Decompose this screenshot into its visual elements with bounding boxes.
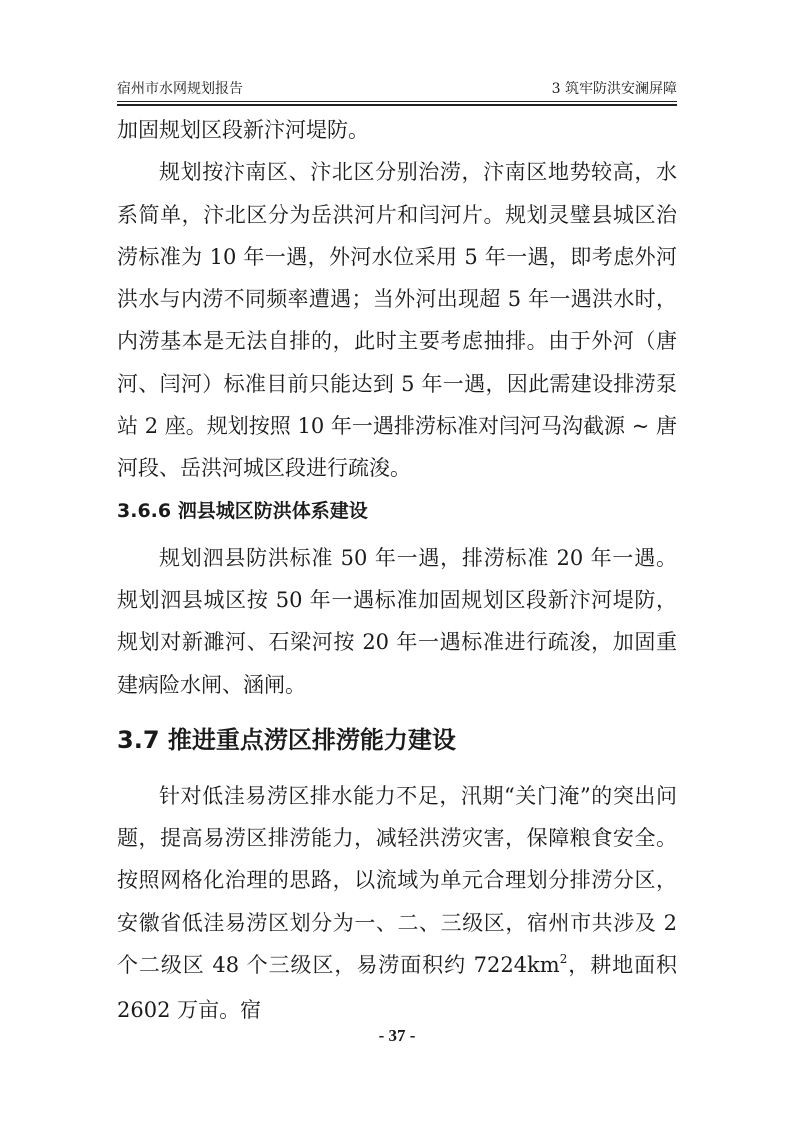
paragraph-sixian-flood-control: 规划泗县防洪标准 50 年一遇，排涝标准 20 年一遇。规划泗县城区按 50 年一遇标准加固规划区段新汴河堤防，规划对新濉河、石梁河按 20 年一遇标准进行疏浚，加固重建病险水闸、涵闸。: [117, 545, 677, 697]
header-rule-thick: [117, 104, 677, 106]
running-header: [117, 79, 677, 99]
header-rule-thin: [117, 101, 677, 102]
section-heading-3-7: 3.7 推进重点涝区排涝能力建设: [117, 725, 456, 754]
paragraph-lingbi-drainage: 规划按汴南区、汴北区分别治涝，汴南区地势较高，水系简单，汴北区分为岳洪河片和闫河片。规划灵璧县城区治涝标准为 10 年一遇，外河水位采用 5 年一遇，即考虑外河洪水与内涝不同频率遭遇；当外河出现超 5 年一遇洪水时，内涝基本是无法自排的，此时主要考虑抽排。由于外河（唐河、闫河）标准目前只能达到 5 年一遇，因此需建设排涝泵站 2 座。规划按照 10 年一遇排涝标准对闫河马沟截源 ~ 唐河段、岳洪河城区段进行疏浚。: [117, 160, 677, 481]
paragraph-drainage-text: 针对低洼易涝区排水能力不足，汛期“关门淹”的突出问题，提高易涝区排涝能力，减轻洪涝灾害，保障粮食安全。按照网格化治理的思路，以流域为单元合理划分排涝分区，安徽省低洼易涝区划分为一、二、三级区，宿州市共涉及 2 个二级区 48 个三级区，易涝面积约 7224km: [117, 783, 677, 978]
page-body: [117, 109, 677, 1032]
area-unit-superscript: 2: [559, 952, 568, 967]
section-heading-3-6-6: 3.6.6 泗县城区防洪体系建设: [117, 499, 368, 522]
paragraph-drainage-tail: ，耕地面积 2602 万亩。宿: [117, 953, 678, 1023]
header-chapter-title: 3 筑牢防洪安澜屏障: [551, 81, 677, 97]
page-number: - 37 -: [378, 1026, 416, 1045]
header-report-title: 宿州市水网规划报告: [117, 81, 243, 97]
paragraph-continuation: 加固规划区段新汴河堤防。: [117, 118, 369, 142]
paragraph-drainage-capacity: [117, 775, 677, 1032]
